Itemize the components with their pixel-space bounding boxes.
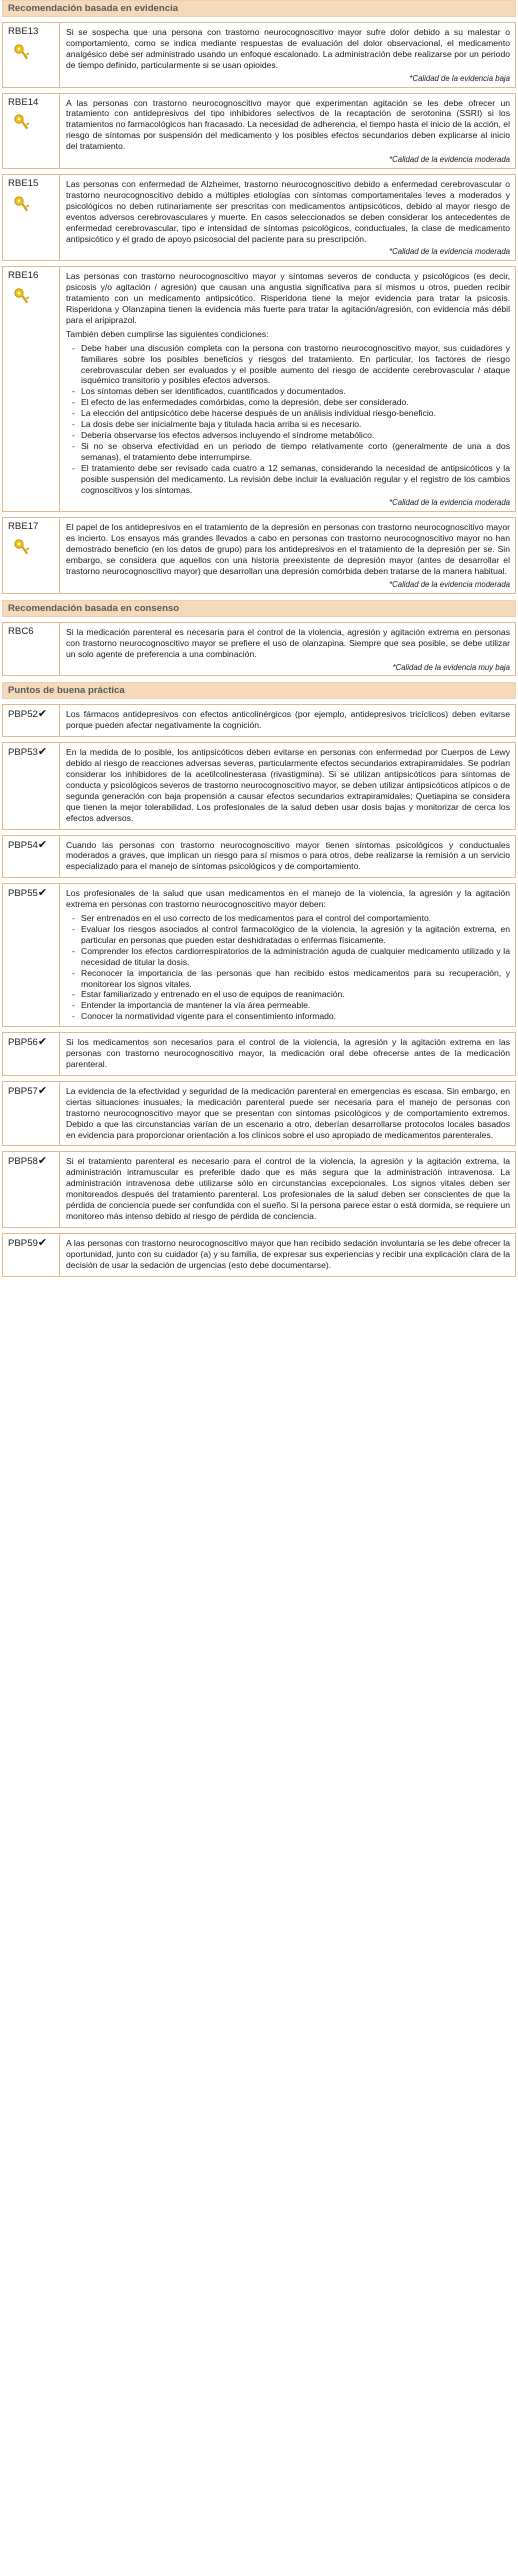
list-item: - Estar familiarizado y entrenado en el uso de equipos de reanimación.	[76, 989, 510, 1000]
rec-text: El papel de los antidepresivos en el tratamiento de la depresión en personas con trastorno neurocognoscitivo mayor es incierto. Los ensayos más grandes llevados a cabo en personas con trastorno neurocognoscitivo mayor no han demostrado beneficio (en los datos de grupo) para los antidepresivos en el tratamiento de la depresión per se. Sin embargo, se considera que aquellos con una historia preexistente de depresión mayor (antes de desarrollar el trastorno neurocognoscitivo mayor) que desarrollan una depresión comórbida deben tratarse de la manera habitual.	[66, 522, 510, 576]
good-practice-pbp55	[2, 883, 516, 1027]
recommendation-rbc6	[2, 622, 516, 677]
evidence-quality: *Calidad de la evidencia moderada	[389, 155, 510, 165]
recommendation-rbe16	[2, 266, 516, 512]
rec-code: PBP56	[8, 1037, 38, 1049]
list-item: - El tratamiento debe ser revisado cada cuatro a 12 semanas, considerando la necesidad de antipsicóticos y la posible suspensión del medicamento. La revisión debe incluir la evaluación regular y el registro de los cambios cognoscitivos y los síntomas.	[76, 463, 510, 496]
rec-text: Cuando las personas con trastorno neurocognoscitivo mayor tienen síntomas psicológicos y conductuales moderados a graves, que implican un riesgo para sí mismos o para otros, debe realizarse la remisión a un servicio especializado para el manejo de síntomas psicológicos y de comportamiento.	[66, 839, 510, 872]
duties-list	[66, 913, 510, 1022]
rec-text: En la medida de lo posible, los antipsicóticos deben evitarse en personas con enfermedad por Cuerpos de Lewy debido al riesgo de reacciones adversas severas, particularmente efectos secundarios extrapiramidales. Se podrían considerar los inhibidores de la acetilcolinesterasa (rivastigmina). Si se utilizan antipsicóticos para síntomas de conducta y psicológicos severos de trastorno neurocognoscitivo mayor, se deben utilizar antipsicóticos atípicos o de segunda generación con baja propensión a causar efectos secundarios extrapiramidales; Quetiapina se considera que tienen la mejor tolerabilidad. Los profesionales de la salud deben usar dosis bajas y monitorizar de cerca los efectos adversos.	[66, 747, 510, 823]
rec-text: Los fármacos antidepresivos con efectos anticolinérgicos (por ejemplo, antidepresivos tricíclicos) deben evitarse porque pueden afectar negativamente la cognición.	[66, 709, 510, 731]
good-practice-pbp56	[2, 1032, 516, 1076]
rec-code: PBP58	[8, 1156, 38, 1168]
rec-text: Si se sospecha que una persona con trastorno neurocognoscitivo mayor sufre dolor debido a su malestar o comportamiento, como se indica mediante respuestas de evaluación del dolor observacional, el medicamento analgésico debe ser administrado usando un enfoque escalonado. La administración debe realizarse por un periodo de tiempo definido, particularmente si se usan opioides.	[66, 27, 510, 70]
key-icon	[14, 539, 30, 557]
list-item: - La dosis debe ser inicialmente baja y titulada hacia arriba si es necesario.	[76, 419, 510, 430]
recommendation-rbe13	[2, 22, 516, 88]
rec-text: A las personas con trastorno neurocognoscitivo mayor que experimentan agitación se les debe ofrecer un tratamiento con antidepresivos del tipo inhibidores selectivos de la recaptación de serotonina (SSRI) si los tratamientos no farmacológicos han fracasado. La necesidad de adherencia, el tiempo hasta el inicio de la acción, el riesgo de síntomas por suspensión del medicamento y los posibles efectos secundarios deben explicarse al inicio del tratamiento.	[66, 97, 510, 152]
list-item: - Conocer la normatividad vigente para el consentimiento informado.	[76, 1011, 510, 1022]
check-icon: ✔	[37, 1084, 48, 1097]
list-item: - El efecto de las enfermedades comórbidas, como la depresión, debe ser considerado.	[76, 397, 510, 408]
rec-text: A las personas con trastorno neurocognoscitivo mayor que han recibido sedación involuntaria se les debe ofrecer la oportunidad, junto con su cuidador (a) y su familia, de expresar sus experiencias y recibir una explicación clara de la decisión de usar la sedación de urgencias (esto debe documentarse).	[66, 1237, 510, 1270]
recommendation-rbe15	[2, 174, 516, 261]
section-header-evidence: Recomendación basada en evidencia	[2, 0, 516, 17]
good-practice-pbp54	[2, 835, 516, 879]
evidence-quality: *Calidad de la evidencia moderada	[389, 498, 510, 508]
conditions-list	[66, 343, 510, 496]
check-icon: ✔	[37, 1236, 48, 1249]
good-practice-pbp52	[2, 704, 516, 737]
rec-text: Los profesionales de la salud que usan medicamentos en el manejo de la violencia, la agresión y la agitación extrema en personas con trastorno neurocognoscitivo mayor deben:	[66, 888, 510, 910]
list-item: - La elección del antipsicótico debe hacerse después de un análisis individual riesgo-beneficio.	[76, 408, 510, 419]
rec-code: PBP55	[8, 888, 38, 900]
rec-code: RBE13	[8, 26, 39, 37]
rec-text: Las personas con enfermedad de Alzheimer, trastorno neurocognoscitivo debido a enfermedad cerebrovascular o trastorno neurocognoscitivo debido a múltiples etiologías con síntomas comportamentales leves a moderados y psicológicos no deben rutinariamente ser prescritas con medicamentos antipsicóticos, debido al mayor riesgo de eventos adversos cerebrovasculares y muerte. En casos seleccionados se deben considerar los antecedentes de enfermedad cerebrovascular, tipo e intensidad de síntomas psicológicos, conductuales, la clase de medicamento antipsicótico y el grado de apoyo psicosocial del paciente para su prescripción.	[66, 178, 510, 244]
good-practice-pbp53	[2, 742, 516, 829]
rec-code: RBC6	[8, 625, 34, 637]
rec-code: PBP57	[8, 1085, 38, 1097]
rec-text: La evidencia de la efectividad y seguridad de la medicación parenteral en emergencias es escasa. Sin embargo, en ciertas situaciones inusuales, la medicación parenteral puede ser necesaria para el manejo de personas con trastorno neurocognoscitivo mayor que se presentan con síntomas psicológicos y de comportamiento extremos. Debido a que las circunstancias varían de un escenario a otro, deberían desarrollarse protocolos locales basados en evidencia para proporcionar orientación a los clínicos sobre el uso apropiado de medicamentos parenterales.	[66, 1085, 510, 1140]
key-icon	[14, 44, 30, 62]
good-practice-pbp57	[2, 1081, 516, 1147]
list-item: - Entender la importancia de mantener la vía área permeable.	[76, 1000, 510, 1011]
key-icon	[14, 196, 30, 214]
rec-code: PBP54	[8, 839, 38, 851]
rec-code: PBP52	[8, 709, 38, 721]
list-item: - Debería observarse los efectos adversos incluyendo el síndrome metabólico.	[76, 430, 510, 441]
good-practice-pbp59	[2, 1233, 516, 1277]
check-icon: ✔	[37, 1036, 48, 1049]
rec-code: PBP59	[8, 1237, 38, 1249]
evidence-quality: *Calidad de la evidencia muy baja	[392, 662, 510, 672]
list-item: - Comprender los efectos cardiorrespiratorios de la administración aguda de cualquier medicamento utilizado y la necesidad de titular la dosis.	[76, 946, 510, 968]
check-icon: ✔	[37, 1155, 48, 1168]
evidence-quality: *Calidad de la evidencia moderada	[389, 247, 510, 257]
list-item: - Ser entrenados en el uso correcto de los medicamentos para el control del comportamiento.	[76, 913, 510, 924]
page	[2, 0, 516, 1277]
section-header-consensus: Recomendación basada en consenso	[2, 600, 516, 617]
recommendation-rbe14	[2, 93, 516, 169]
check-icon: ✔	[37, 887, 48, 900]
section-header-good-practice: Puntos de buena práctica	[2, 682, 516, 699]
rec-code: RBE16	[8, 270, 39, 282]
evidence-quality: *Calidad de la evidencia moderada	[389, 579, 510, 589]
list-item: - Si no se observa efectividad en un periodo de tiempo relativamente corto (generalmente de una a dos semanas), el tratamiento debe interrumpirse.	[76, 441, 510, 463]
key-icon	[14, 288, 30, 306]
rec-code: PBP53	[8, 747, 38, 759]
rec-code: RBE14	[8, 96, 39, 108]
rec-text: Si la medicación parenteral es necesaria para el control de la violencia, agresión y agitación extrema en personas con trastorno neurocognoscitivo mayor se prefiere el uso de olanzapina. Siempre que sea posible, se debe utilizar un solo agente de preferencia a una combinación.	[66, 626, 510, 659]
recommendation-rbe17	[2, 517, 516, 593]
rec-code: RBE17	[8, 521, 39, 533]
list-item: - Evaluar los riesgos asociados al control farmacológico de la violencia, la agresión y la agitación extrema, en particular en personas que pueden estar deshidratadas o enfermas físicamente.	[76, 924, 510, 946]
list-item: - Los síntomas deben ser identificados, cuantificados y documentados.	[76, 386, 510, 397]
evidence-quality: *Calidad de la evidencia baja	[409, 73, 510, 83]
good-practice-pbp58	[2, 1151, 516, 1227]
rec-code: RBE15	[8, 177, 39, 189]
check-icon: ✔	[37, 708, 48, 721]
rec-text: Si el tratamiento parenteral es necesario para el control de la violencia, la agresión y la agitación extrema, la administración intramuscular es preferible dado que es más segura que la administración intravenosa. La administración intravenosa debe utilizarse sólo en circunstancias excepcionales. Los signos vitales deben ser monitoreados después del tratamiento parenteral. Los profesionales de la salud deben ser conscientes de que la pérdida de conciencia puede ser confundida con el sueño. Si la persona parece estar o está dormida, se requiere un monitoreo más intenso debido al riesgo de pérdida de conciencia.	[66, 1156, 510, 1221]
conditions-intro: También deben cumplirse las siguientes condiciones:	[66, 328, 269, 339]
rec-text: Las personas con trastorno neurocognoscitivo mayor y síntomas severos de conducta y psicológicos (es decir, psicosis y/o agitación / agresión) que causan una angustia significativa para sí mismos u otros, pueden recibir tratamiento con un medicamento antipsicótico. Risperidona tiene la mejor evidencia para tratar la psicosis. Risperidona y Olanzapina tienen la evidencia más fuerte para tratar la agitación/agresión, con evidencia más débil para el aripiprazol.	[66, 271, 510, 325]
check-icon: ✔	[37, 746, 48, 759]
key-icon	[14, 114, 30, 132]
rec-text: Si los medicamentos son necesarios para el control de la violencia, la agresión y la agitación extrema en las personas con trastorno neurocognoscitivo mayor, la medicación oral debe ofrecerse antes de la medicación parenteral.	[66, 1037, 510, 1069]
list-item: - Reconocer la importancia de las personas que han recibido estos medicamentos para su recuperación, y monitorear los signos vitales.	[76, 968, 510, 990]
list-item: - Debe haber una discusión completa con la persona con trastorno neurocognoscitivo mayor, sus cuidadores y familiares sobre los posibles beneficios y riesgos del tratamiento. En particular, los factores de riesgo cerebrovascular deben ser evaluados y el posible aumento del riesgo de accidente cerebrovascular / ataque isquémico transitorio y posibles efectos adversos.	[76, 343, 510, 387]
check-icon: ✔	[37, 838, 48, 851]
